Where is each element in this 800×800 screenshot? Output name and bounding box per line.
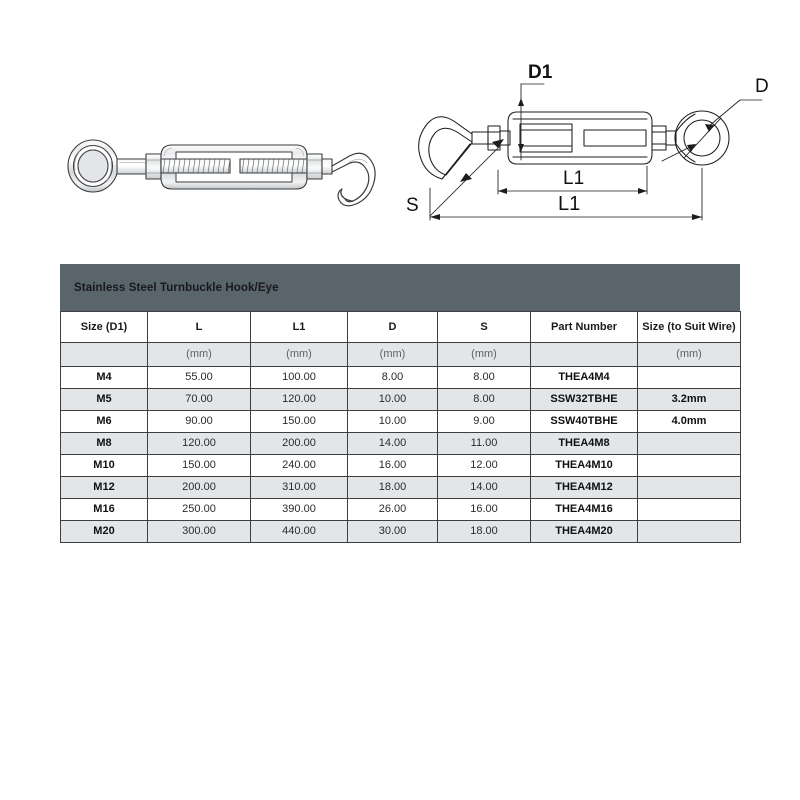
cell-l: 70.00 — [148, 389, 251, 411]
drawing-body — [508, 112, 652, 164]
cell-s: 11.00 — [438, 433, 531, 455]
table-header-row — [61, 312, 741, 343]
column-header-l: L — [148, 312, 251, 343]
cell-l: 250.00 — [148, 499, 251, 521]
table-title: Stainless Steel Turnbuckle Hook/Eye — [74, 281, 279, 294]
cell-d: 10.00 — [348, 411, 438, 433]
cell-size: M5 — [61, 389, 148, 411]
cell-part-number: THEA4M10 — [531, 455, 638, 477]
cell-part-number: THEA4M16 — [531, 499, 638, 521]
cell-part-number: SSW40TBHE — [531, 411, 638, 433]
table-row — [61, 477, 741, 499]
cell-wire — [638, 499, 741, 521]
table-row — [61, 411, 741, 433]
cell-part-number: THEA4M20 — [531, 521, 638, 543]
cell-wire: 3.2mm — [638, 389, 741, 411]
product-photo-illustration — [60, 118, 380, 233]
cell-d: 10.00 — [348, 389, 438, 411]
cell-s: 18.00 — [438, 521, 531, 543]
cell-l: 300.00 — [148, 521, 251, 543]
technical-drawing — [400, 48, 770, 233]
product-photo — [60, 118, 380, 233]
cell-s: 16.00 — [438, 499, 531, 521]
units-part — [531, 343, 638, 367]
units-s: (mm) — [438, 343, 531, 367]
cell-l1: 100.00 — [251, 367, 348, 389]
cell-l1: 440.00 — [251, 521, 348, 543]
cell-size: M8 — [61, 433, 148, 455]
dimension-label-l1-outer: L1 — [558, 193, 581, 215]
drawing-eye-end — [675, 111, 729, 165]
cell-wire: 4.0mm — [638, 411, 741, 433]
hook-end — [332, 153, 375, 206]
cell-s: 8.00 — [438, 389, 531, 411]
cell-d: 18.00 — [348, 477, 438, 499]
cell-l1: 120.00 — [251, 389, 348, 411]
cell-wire — [638, 433, 741, 455]
table-body — [61, 343, 741, 543]
cell-s: 8.00 — [438, 367, 531, 389]
units-wire: (mm) — [638, 343, 741, 367]
table-row — [61, 521, 741, 543]
eye-end — [68, 140, 118, 192]
dimension-label-s: S — [406, 195, 419, 216]
column-header-l1: L1 — [251, 312, 348, 343]
technical-drawing-illustration — [400, 48, 770, 233]
units-row — [61, 343, 741, 367]
cell-wire — [638, 477, 741, 499]
cell-d: 16.00 — [348, 455, 438, 477]
units-d: (mm) — [348, 343, 438, 367]
cell-l1: 200.00 — [251, 433, 348, 455]
cell-l1: 310.00 — [251, 477, 348, 499]
cell-l: 90.00 — [148, 411, 251, 433]
units-l: (mm) — [148, 343, 251, 367]
table-row — [61, 433, 741, 455]
dimension-d1 — [518, 84, 544, 160]
column-header-wire: Size (to Suit Wire) — [638, 312, 741, 343]
cell-size: M4 — [61, 367, 148, 389]
table-row — [61, 499, 741, 521]
cell-l: 200.00 — [148, 477, 251, 499]
table-row — [61, 389, 741, 411]
column-header-s: S — [438, 312, 531, 343]
dimension-label-l1-inner: L1 — [563, 168, 585, 189]
units-size — [61, 343, 148, 367]
cell-wire — [638, 455, 741, 477]
cell-l: 120.00 — [148, 433, 251, 455]
cell-s: 14.00 — [438, 477, 531, 499]
cell-part-number: SSW32TBHE — [531, 389, 638, 411]
cell-wire — [638, 367, 741, 389]
cell-s: 12.00 — [438, 455, 531, 477]
dimension-label-d1: D1 — [528, 62, 553, 83]
dimension-s — [430, 139, 504, 216]
cell-size: M12 — [61, 477, 148, 499]
column-header-size: Size (D1) — [61, 312, 148, 343]
column-header-d: D — [348, 312, 438, 343]
column-header-part: Part Number — [531, 312, 638, 343]
dimension-label-d: D — [755, 76, 769, 97]
drawing-hook-end — [419, 117, 472, 179]
cell-d: 30.00 — [348, 521, 438, 543]
cell-l1: 150.00 — [251, 411, 348, 433]
cell-wire — [638, 521, 741, 543]
cell-part-number: THEA4M12 — [531, 477, 638, 499]
cell-d: 8.00 — [348, 367, 438, 389]
cell-part-number: THEA4M8 — [531, 433, 638, 455]
cell-part-number: THEA4M4 — [531, 367, 638, 389]
units-l1: (mm) — [251, 343, 348, 367]
cell-d: 26.00 — [348, 499, 438, 521]
table-row — [61, 455, 741, 477]
table-row — [61, 367, 741, 389]
specifications-table — [60, 311, 741, 543]
cell-size: M6 — [61, 411, 148, 433]
cell-size: M10 — [61, 455, 148, 477]
cell-l1: 390.00 — [251, 499, 348, 521]
table-title-bar — [60, 264, 740, 311]
cell-size: M16 — [61, 499, 148, 521]
cell-l: 55.00 — [148, 367, 251, 389]
spec-table-container — [60, 264, 740, 543]
cell-l1: 240.00 — [251, 455, 348, 477]
cell-s: 9.00 — [438, 411, 531, 433]
cell-size: M20 — [61, 521, 148, 543]
cell-l: 150.00 — [148, 455, 251, 477]
cell-d: 14.00 — [348, 433, 438, 455]
